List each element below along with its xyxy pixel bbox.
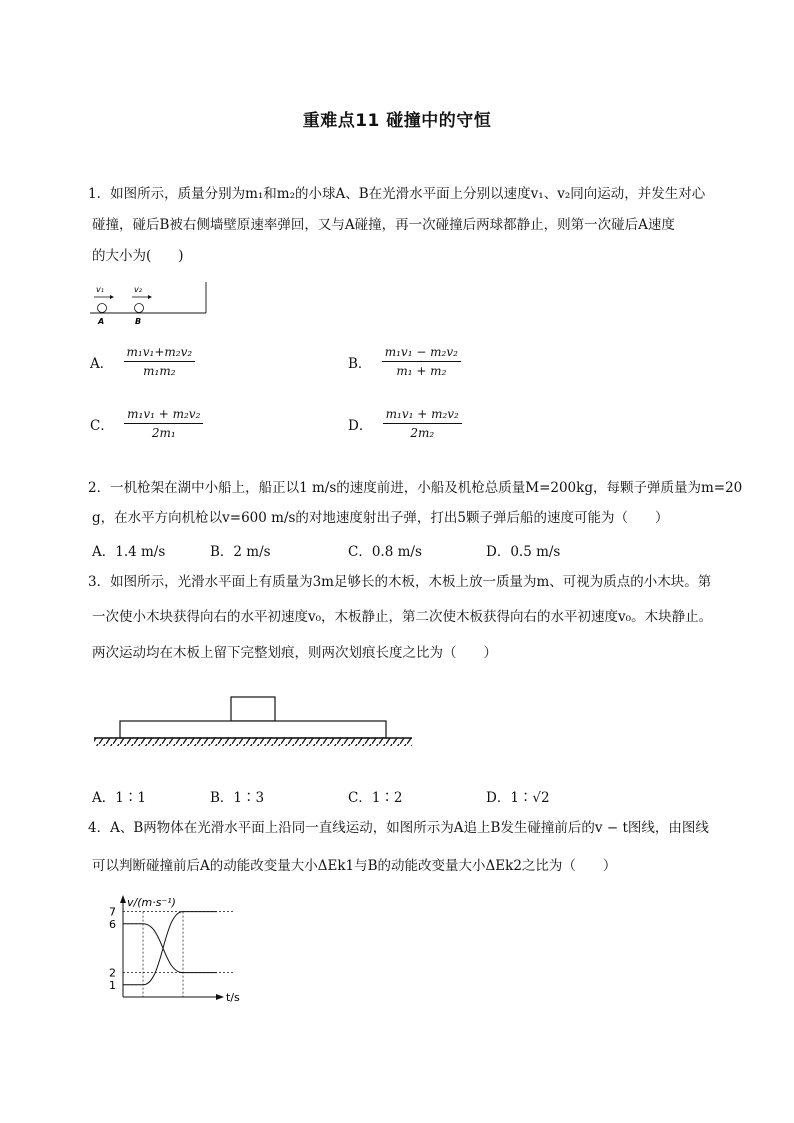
q3-option-d[interactable]: D．1∶√2	[486, 790, 550, 806]
x-axis-label: t/s	[226, 991, 240, 1004]
q3-option-c[interactable]: C．1∶2	[348, 790, 403, 806]
series-line-a	[123, 924, 217, 973]
y-axis-label: v/(m·s⁻¹)	[127, 896, 176, 909]
q4-line1: 4．A、B两物体在光滑水平面上沿同一直线运动，如图所示为A追上B发生碰撞前后的v − t图线，由图线	[88, 820, 709, 836]
q1-option-b[interactable]: B． $\frac{\text{m₁v₁ − m₂v₂}}{\text{m₁ + m₂}}$	[348, 345, 461, 378]
q1-figure	[86, 280, 216, 330]
y-tick-label: 6	[109, 917, 116, 931]
series-line-b	[123, 912, 217, 985]
q2-line1: 2．一机枪架在湖中小船上，船正以1 m/s的速度前进，小船及机枪总质量M=200kg，每颗子弹质量为m=20	[88, 480, 743, 496]
fig-a-label: A	[98, 317, 105, 326]
q3-option-b[interactable]: B．1∶3	[210, 790, 265, 806]
page-title: 重难点11 碰撞中的守恒	[302, 111, 492, 131]
fig-v2-label: v₂	[134, 285, 142, 294]
q4-line2: 可以判断碰撞前后A的动能改变量大小ΔEk1与B的动能改变量大小ΔEk2之比为（ ）	[92, 858, 617, 874]
q1-line2: 碰撞，碰后B被右侧墙壁原速率弹回，又与A碰撞，再一次碰撞后两球都静止，则第一次碰后A速度	[92, 217, 675, 233]
q2-option-c[interactable]: C．0.8 m/s	[348, 544, 422, 560]
q1-option-a[interactable]: A． $\frac{\text{m₁v₁+m₂v₂}}{\text{m₁m₂}}$	[90, 345, 195, 378]
fig-v1-label: v₁	[96, 285, 104, 294]
q3-option-a[interactable]: A．1∶1	[92, 790, 146, 806]
y-tick-label: 1	[109, 978, 116, 992]
q3-line2: 一次使小木块获得向右的水平初速度v₀，木板静止，第二次使木板获得向右的水平初速度v₀。木块静止。	[92, 609, 713, 625]
ball-a	[98, 304, 107, 313]
y-tick-label: 7	[109, 905, 116, 919]
q1-line1: 1．如图所示，质量分别为m₁和m₂的小球A、B在光滑水平面上分别以速度v₁、v₂同向运动，并发生对心	[88, 186, 706, 202]
fig-b-label: B	[135, 317, 142, 326]
fig-v1-arrowhead	[110, 295, 114, 299]
q1-line3: 的大小为( )	[92, 248, 184, 264]
q1-option-c[interactable]: C． $\frac{\text{m₁v₁ + m₂v₂}}{\text{2m₁}}$	[90, 407, 203, 440]
q1-option-d[interactable]: D． $\frac{\text{m₁v₁ + m₂v₂}}{\text{2m₂}}$	[348, 407, 462, 440]
long-board	[120, 721, 386, 738]
y-tick-label: 2	[109, 966, 116, 980]
floor-hatch	[94, 738, 412, 746]
vt-chart	[100, 892, 260, 1012]
x-axis-arrow	[216, 994, 224, 1000]
q2-option-d[interactable]: D．0.5 m/s	[486, 544, 561, 560]
q3-line1: 3．如图所示，光滑水平面上有质量为3m足够长的木板，木板上放一质量为m、可视为质点的小木块。第	[88, 574, 712, 590]
q3-figure	[92, 690, 417, 750]
q2-line2: g，在水平方向机枪以v=600 m/s的对地速度射出子弹，打出5颗子弹后船的速度可能为（ ）	[92, 510, 669, 526]
ball-b	[135, 304, 144, 313]
q3-line3: 两次运动均在木板上留下完整划痕，则两次划痕长度之比为（ ）	[92, 645, 497, 661]
fig-v2-arrowhead	[148, 295, 152, 299]
y-axis-arrow	[120, 895, 126, 903]
q2-option-b[interactable]: B．2 m/s	[210, 544, 271, 560]
small-block	[231, 697, 275, 721]
q2-option-a[interactable]: A．1.4 m/s	[92, 544, 166, 560]
